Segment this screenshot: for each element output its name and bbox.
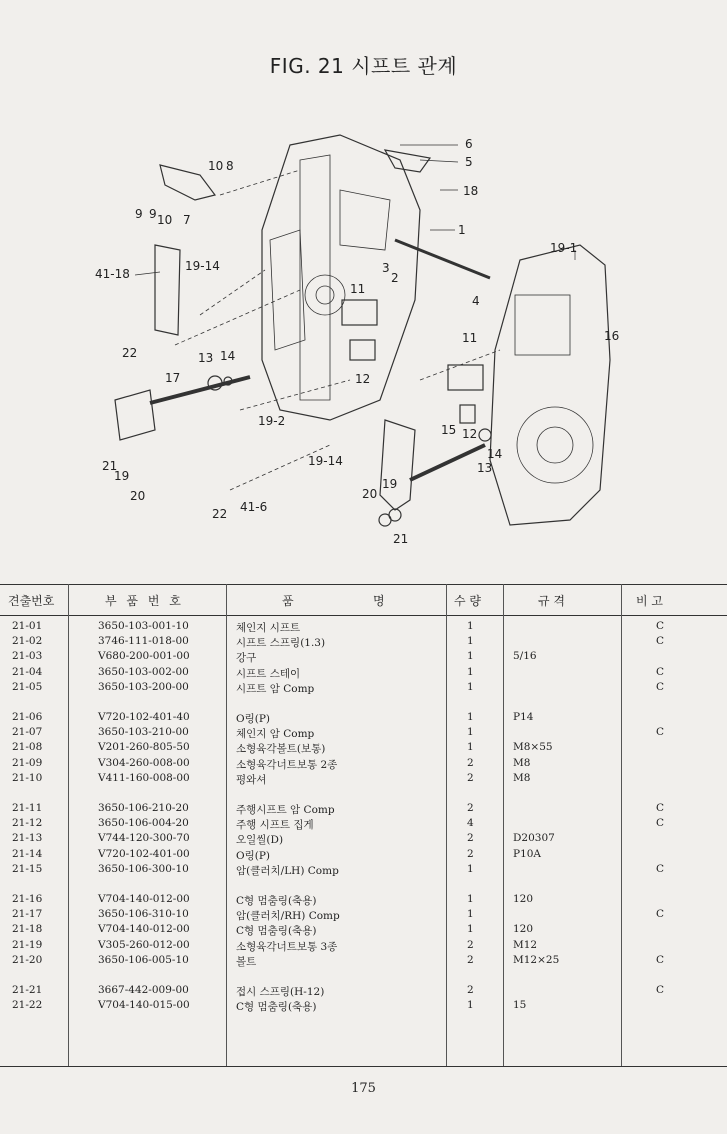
callout-label: 20 [130,489,146,503]
cell-spec: M8 [513,756,531,769]
table-row [0,666,727,681]
cell-part: 3667-442-009-00 [98,984,189,996]
cell-spec: 120 [513,923,534,936]
table-row [0,681,727,696]
callout-label: 20 [362,487,378,501]
cell-name: 소형육각너트보통 3종 [236,940,338,953]
table-row [0,939,727,954]
cell-name: C형 멈춤링(축용) [236,895,317,907]
cell-name: 시프트 암 Comp [236,682,315,695]
cell-name: 오일씰(D) [236,834,284,847]
cell-part: 3650-103-200-00 [98,680,189,693]
cell-name: 소형육각볼트(보통) [236,743,326,756]
cell-part: V704-140-012-00 [98,923,190,936]
callout-label: 13 [477,461,493,475]
cell-part: 3650-103-002-00 [98,665,189,678]
cell-qty: 1 [467,923,474,936]
callout-label: 13 [198,351,214,365]
callout-label: 12 [355,372,371,386]
cell-qty: 1 [467,620,474,632]
cell-part: V201-260-805-50 [98,741,190,754]
cell-qty: 2 [467,756,474,769]
cell-part: V680-200-001-00 [98,650,190,663]
cell-no: 21-04 [12,665,43,678]
table-bottom-rule [0,1066,727,1067]
cell-qty: 1 [467,665,474,678]
callout-label: 19-1 [550,241,578,255]
callout-label: 2 [391,271,399,285]
cell-spec: P14 [513,711,534,723]
header-spec: 규 격 [538,594,565,608]
cell-part: 3650-106-310-10 [98,908,189,921]
cell-no: 21-05 [12,680,43,693]
cell-spec: M8 [513,771,531,784]
cell-no: 21-20 [12,953,43,966]
cell-no: 21-15 [12,862,43,875]
callout-label: 11 [350,282,366,296]
header-part-no: 부 품 번 호 [105,594,184,608]
cell-name: C형 멈춤링(축용) [236,1001,317,1014]
cell-no: 21-12 [12,817,43,830]
cell-name: O링(P) [236,849,271,862]
cell-no: 21-03 [12,650,43,663]
cell-qty: 1 [467,680,474,693]
cell-part: V720-102-401-40 [98,711,190,723]
cell-spec: M8×55 [513,741,553,754]
cell-spec: M12×25 [513,953,560,966]
table-row [0,817,727,832]
cell-qty: 2 [467,938,474,951]
callout-label: 10 [208,159,224,173]
cell-no: 21-09 [12,756,43,769]
cell-part: 3650-106-004-20 [98,817,189,830]
callout-label: 22 [212,507,228,521]
table-row [0,772,727,787]
cell-no: 21-14 [12,847,43,860]
cell-qty: 2 [467,832,474,845]
cell-qty: 1 [467,908,474,921]
cell-part: V304-260-008-00 [98,756,190,769]
cell-name: 접시 스프링(H-12) [236,986,325,998]
cell-name: 시프트 스테이 [236,667,301,680]
cell-name: C형 멈춤링(축용) [236,925,317,938]
cell-qty: 4 [467,817,474,830]
callout-label: 18 [463,184,479,198]
table-row [0,711,727,726]
table-row [0,757,727,772]
table-row [0,802,727,817]
cell-no: 21-17 [12,908,43,921]
callout-label: 7 [183,213,191,227]
callout-label: 15 [441,423,457,437]
page-number: 175 [351,1081,376,1096]
table-header [0,584,727,616]
cell-remark: C [656,680,665,693]
cell-remark: C [656,665,665,678]
callout-label: 21 [393,532,409,546]
cell-remark: C [656,953,665,966]
cell-qty: 1 [467,650,474,663]
callout-label: 22 [122,346,138,360]
cell-spec: M12 [513,938,538,951]
cell-no: 21-01 [12,620,43,632]
header-name-1: 품 [282,594,294,608]
table-row [0,954,727,969]
cell-remark: C [656,817,665,830]
cell-spec: D20307 [513,832,555,845]
cell-qty: 2 [467,771,474,784]
cell-qty: 1 [467,741,474,754]
cell-name: O링(P) [236,713,271,725]
callout-label: 11 [462,331,478,345]
table-row [0,650,727,665]
callout-label: 1 [458,223,466,237]
table-row [0,923,727,938]
cell-part: V305-260-012-00 [98,938,190,951]
cell-name: 소형육각너트보통 2종 [236,758,338,771]
header-qty: 수 량 [454,594,481,608]
callout-label: 19-14 [308,454,343,468]
cell-no: 21-10 [12,771,43,784]
cell-no: 21-19 [12,938,43,951]
page-title: FIG. 21 시프트 관계 [269,54,458,78]
cell-no: 21-16 [12,893,43,905]
cell-name: 암(클러치/LH) Comp [236,864,339,877]
cell-part: 3650-106-210-20 [98,802,189,814]
callout-label: 19 [382,477,398,491]
cell-part: V704-140-015-00 [98,999,190,1012]
callout-label: 41-6 [240,500,268,514]
cell-name: 강구 [236,652,257,665]
cell-remark: C [656,726,665,739]
cell-name: 체인지 시프트 [236,622,301,634]
header-remark: 비 고 [636,594,663,608]
cell-no: 21-08 [12,741,43,754]
callout-label: 14 [220,349,236,363]
cell-name: 볼트 [236,955,257,968]
cell-qty: 1 [467,862,474,875]
cell-qty: 2 [467,847,474,860]
callout-label: 14 [487,447,503,461]
cell-remark: C [656,984,665,996]
cell-part: 3650-106-300-10 [98,862,189,875]
cell-no: 21-06 [12,711,43,723]
table-row [0,893,727,908]
table-row [0,984,727,999]
cell-name: 평와셔 [236,773,267,786]
cell-part: V411-160-008-00 [98,771,190,784]
cell-remark: C [656,620,665,632]
cell-name: 체인지 암 Comp [236,728,315,741]
callout-label: 16 [604,329,620,343]
callout-label: 21 [102,459,118,473]
cell-spec: P10A [513,847,542,860]
callout-label: 3 [382,261,390,275]
table-row [0,908,727,923]
callout-label: 41-18 [95,267,130,281]
cell-part: 3650-103-210-00 [98,726,189,739]
header-ref-no: 견출번호 [8,594,55,608]
cell-qty: 2 [467,984,474,996]
cell-spec: 5/16 [513,650,537,663]
cell-remark: C [656,908,665,921]
callout-label: 17 [165,371,181,385]
cell-no: 21-21 [12,984,43,996]
cell-spec: 15 [513,999,527,1012]
header-name-2: 명 [373,594,385,608]
table-row [0,999,727,1014]
callout-label: 12 [462,427,478,441]
cell-part: V704-140-012-00 [98,893,190,905]
cell-qty: 1 [467,711,474,723]
cell-no: 21-18 [12,923,43,936]
cell-remark: C [656,635,665,648]
callout-label: 19-14 [185,259,220,273]
cell-name: 암(클러치/RH) Comp [236,910,340,923]
cell-qty: 1 [467,726,474,739]
cell-name: 주행 시프트 집게 [236,819,314,832]
cell-qty: 1 [467,999,474,1012]
table-row [0,848,727,863]
cell-qty: 1 [467,893,474,905]
callout-label: 19 [114,469,130,483]
callout-label: 6 [465,137,473,151]
cell-no: 21-07 [12,726,43,739]
cell-part: 3650-106-005-10 [98,953,189,966]
cell-qty: 1 [467,635,474,648]
table-row [0,741,727,756]
exploded-parts-diagram [0,100,727,570]
cell-remark: C [656,862,665,875]
cell-part: 3746-111-018-00 [98,635,189,648]
callout-label: 9 [135,207,143,221]
cell-qty: 2 [467,953,474,966]
table-row [0,863,727,878]
callout-label: 9 [149,207,157,221]
cell-name: 시프트 스프링(1.3) [236,637,326,650]
cell-remark: C [656,802,665,814]
callout-label: 8 [226,159,234,173]
cell-spec: 120 [513,893,534,905]
table-row [0,620,727,635]
table-row [0,832,727,847]
cell-no: 21-02 [12,635,43,648]
cell-no: 21-22 [12,999,43,1012]
cell-part: V744-120-300-70 [98,832,190,845]
table-row [0,635,727,650]
cell-qty: 2 [467,802,474,814]
callout-label: 10 [157,213,173,227]
cell-no: 21-11 [12,802,43,814]
cell-part: V720-102-401-00 [98,847,190,860]
cell-no: 21-13 [12,832,43,845]
cell-name: 주행시프트 암 Comp [236,804,335,816]
callout-label: 4 [472,294,480,308]
table-row [0,726,727,741]
cell-part: 3650-103-001-10 [98,620,189,632]
callout-label: 5 [465,155,473,169]
callout-label: 19-2 [258,414,286,428]
